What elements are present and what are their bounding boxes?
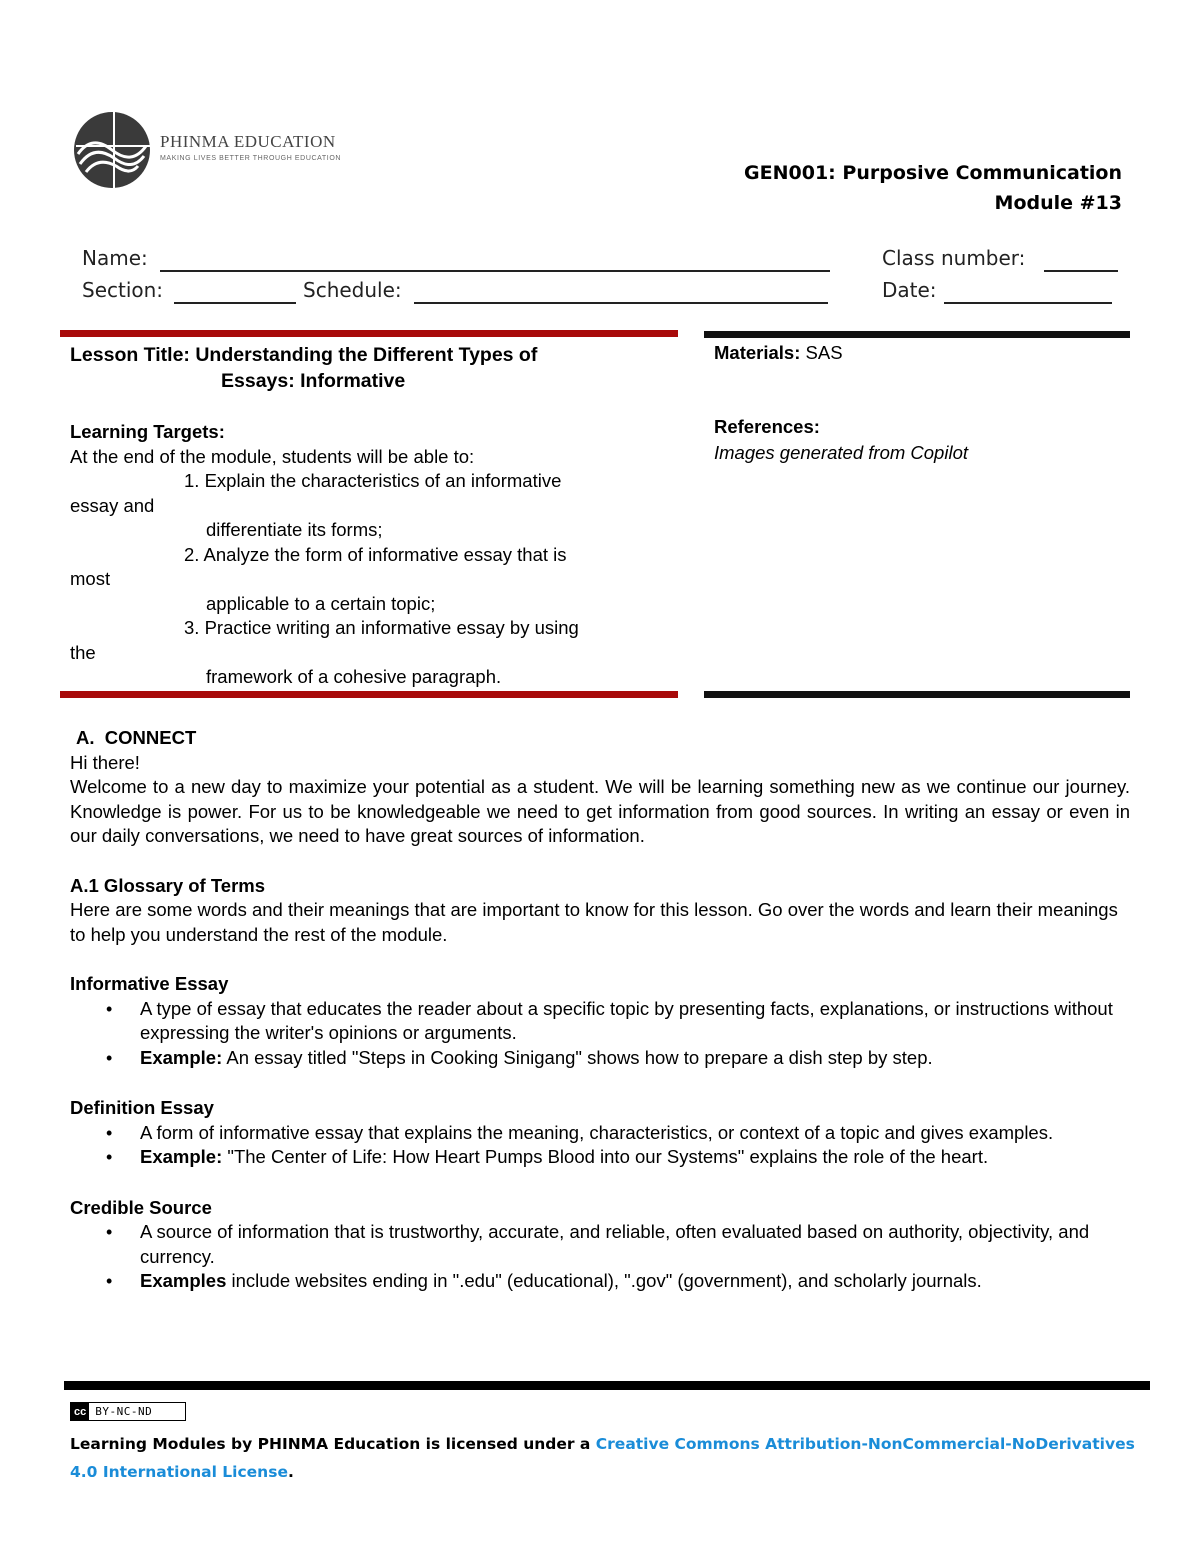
term-list <box>70 1121 1130 1170</box>
target-2-line2: applicable to a certain topic; <box>206 592 436 614</box>
connect-heading: A. CONNECT <box>76 727 197 748</box>
target-3-wrap: the <box>70 641 96 663</box>
lesson-title-line2: Essays: Informative <box>221 370 406 392</box>
date-field[interactable] <box>944 302 1112 304</box>
target-1-line2: differentiate its forms; <box>206 519 383 540</box>
section-field[interactable] <box>174 302 296 304</box>
connect-greeting: Hi there! <box>70 751 140 773</box>
example-label: Examples <box>140 1270 227 1291</box>
class-number-field[interactable] <box>1044 270 1118 272</box>
connect-intro: Welcome to a new day to maximize your potential as a student. We will be learning something new as we continue our journey. Knowledge is power. For us to be knowledgeable we need to get information from good sources. In writing an essay or even in our daily conversations, we need to have great sources of information. <box>70 776 1130 846</box>
materials-box-top-border <box>704 331 1130 338</box>
term-example <box>140 1269 1130 1294</box>
license-badge-text: BY-NC-ND <box>95 1405 153 1418</box>
lesson-title-prefix: Lesson Title: <box>70 344 190 366</box>
term-definition: • A form of informative essay that explains the meaning, characteristics, or context of a topic and gives examples. <box>140 1121 1130 1146</box>
section-label: Section: <box>82 278 164 302</box>
example-label: Example: <box>140 1046 223 1068</box>
learning-targets-intro: At the end of the module, students will be able to: <box>70 445 475 467</box>
license-link[interactable]: Creative Commons Attribution-NonCommercial-NoDerivatives 4.0 International License <box>70 1435 1135 1481</box>
lesson-title <box>70 342 680 394</box>
term-list <box>70 997 1130 1071</box>
term-definition: • A type of essay that educates the reader about a specific topic by presenting facts, explanations, or instructions without expressing the writer's opinions or arguments. <box>140 997 1130 1046</box>
term-heading: Informative Essay <box>70 973 229 994</box>
name-field[interactable] <box>160 270 830 272</box>
cc-license-badge[interactable] <box>70 1402 186 1421</box>
target-1-line1: 1. Explain the characteristics of an informative <box>184 470 562 491</box>
materials-value: SAS <box>805 342 843 363</box>
example-text: "The Center of Life: How Heart Pumps Blood into our Systems" explains the role of the heart. <box>222 1146 989 1167</box>
footer-license-text <box>70 1430 1150 1486</box>
term-heading: Definition Essay <box>70 1097 214 1118</box>
example-text: An essay titled "Steps in Cooking Sinigang" shows how to prepare a dish step by step. <box>222 1046 933 1068</box>
target-1-wrap: essay and <box>70 494 155 516</box>
references <box>714 414 968 466</box>
target-3-line1: 3. Practice writing an informative essay by using <box>184 617 579 638</box>
class-number-label: Class number: <box>882 246 1026 270</box>
term-heading: Credible Source <box>70 1196 212 1218</box>
lesson-box-bottom-border <box>60 691 678 698</box>
name-label: Name: <box>82 246 148 270</box>
materials <box>714 342 843 364</box>
learning-targets-heading: Learning Targets: <box>70 421 225 442</box>
logo-tagline: MAKING LIVES BETTER THROUGH EDUCATION <box>160 155 342 162</box>
references-value: Images generated from Copilot <box>714 442 968 463</box>
example-label: Example: <box>140 1146 223 1167</box>
course-title: GEN001: Purposive Communication <box>744 162 1122 184</box>
footer-divider <box>64 1381 1150 1390</box>
connect-section <box>70 726 1130 1294</box>
term-list <box>70 1220 1130 1294</box>
glossary-heading: A.1 Glossary of Terms <box>70 874 266 896</box>
footer-text-suffix: . <box>287 1463 294 1481</box>
target-2-line1: 2. Analyze the form of informative essay that is <box>184 543 567 565</box>
target-3-line2: framework of a cohesive paragraph. <box>206 666 502 687</box>
references-label: References: <box>714 416 820 437</box>
logo-title: PHINMA EDUCATION <box>160 132 336 151</box>
lesson-title-line1: Understanding the Different Types of <box>195 344 538 366</box>
cc-icon: cc <box>71 1403 89 1420</box>
learning-targets <box>70 420 680 690</box>
example-text: include websites ending in ".edu" (educational), ".gov" (government), and scholarly journals. <box>226 1270 982 1291</box>
schedule-label: Schedule: <box>303 278 402 302</box>
materials-box-bottom-border <box>704 691 1130 698</box>
schedule-field[interactable] <box>414 302 828 304</box>
footer-text-prefix: Learning Modules by PHINMA Education is licensed under a <box>70 1435 596 1453</box>
materials-label: Materials: <box>714 342 801 363</box>
glossary-intro: Here are some words and their meanings that are important to know for this lesson. Go over the words and learn their meanings to help you understand the rest of the module. <box>70 899 1118 945</box>
module-number: Module #13 <box>994 192 1122 214</box>
lesson-box-top-border <box>60 330 678 337</box>
term-definition: • A source of information that is trustworthy, accurate, and reliable, often evaluated based on authority, objectivity, and currency. <box>140 1220 1130 1269</box>
date-label: Date: <box>882 278 937 302</box>
term-example <box>140 1046 1130 1071</box>
term-example <box>140 1145 1130 1170</box>
target-2-wrap: most <box>70 568 111 589</box>
